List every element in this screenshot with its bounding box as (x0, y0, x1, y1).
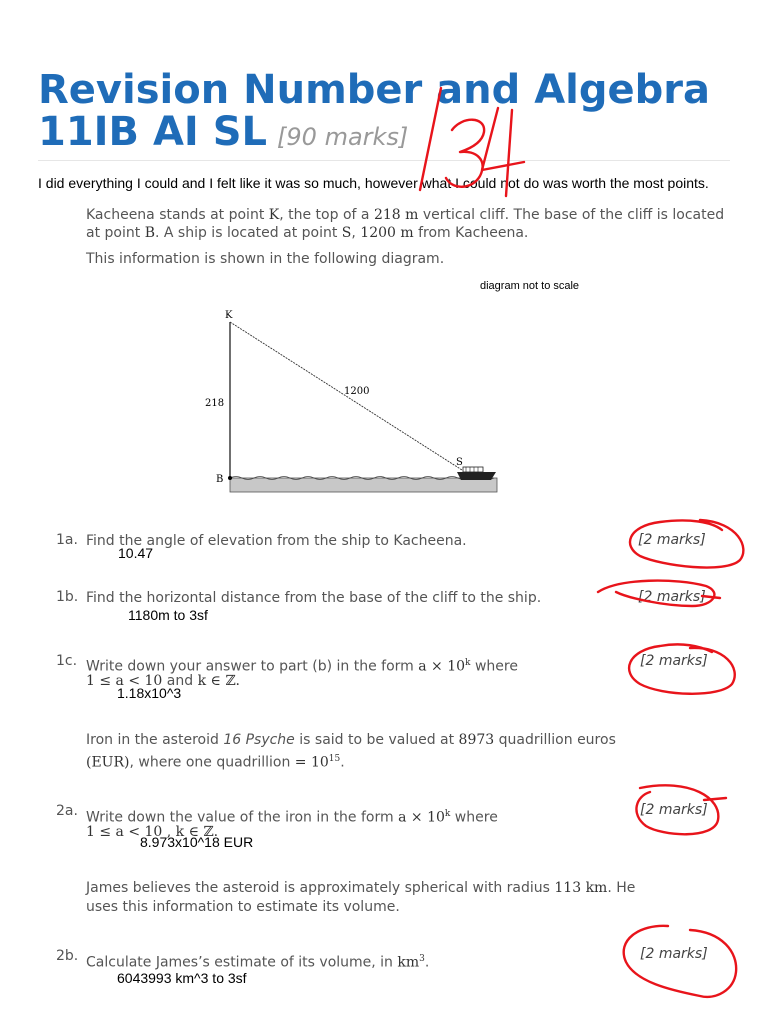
point-b (228, 476, 232, 480)
math: 113 km (554, 880, 608, 896)
ship-icon (457, 467, 496, 480)
handwritten-answer: 8.973x10^18 EUR (140, 834, 254, 850)
math: 8973 (458, 732, 495, 748)
question-text: Find the horizontal distance from the base of the cliff to the ship. (86, 590, 542, 606)
text: where (450, 809, 498, 826)
text: . He (607, 880, 636, 896)
question-number: 1b. (56, 589, 79, 605)
question-number: 2b. (56, 948, 79, 964)
question-number: 2a. (56, 803, 78, 819)
question-marks: [2 marks] (638, 532, 706, 548)
text: Calculate James’s estimate of its volume, in (86, 954, 398, 971)
handwritten-answer: 6043993 km^3 to 3sf (117, 970, 247, 986)
james-paragraph-line2: uses this information to estimate its volume. (86, 899, 400, 915)
question-text: Find the angle of elevation from the ship to Kacheena. (86, 533, 467, 549)
text: quadrillion euros (494, 732, 616, 748)
text: vertical cliff. The base of the cliff is located at point (86, 207, 725, 241)
math: = 10 (294, 754, 329, 771)
text: from Kacheena. (413, 225, 529, 241)
sea (230, 478, 497, 492)
text: , the top of a (279, 207, 374, 223)
course-code: 11IB AI SL (38, 109, 268, 155)
handwritten-answer: 1.18x10^3 (117, 685, 182, 701)
label-s: S (456, 457, 463, 468)
math: 218 m (373, 207, 419, 223)
question-number: 1c. (56, 653, 78, 669)
handwritten-answer: 1180m to 3sf (128, 607, 208, 623)
text: Write down the value of the iron in the form (86, 809, 399, 826)
text: . (340, 754, 345, 771)
text: . (424, 954, 430, 971)
question-marks: [2 marks] (638, 589, 706, 605)
math-sup: 3 (419, 954, 425, 964)
math-sup: k (444, 809, 451, 819)
math-sup: k (465, 658, 471, 668)
math-sup: 15 (328, 754, 341, 764)
total-marks: [90 marks] (277, 123, 409, 151)
question-marks: [2 marks] (640, 802, 708, 818)
iron-paragraph-line2 (86, 750, 345, 772)
math: 1 ≤ a < 10 , k ∈ ℤ. (86, 824, 219, 840)
text: Iron in the asteroid (86, 732, 224, 748)
text: , where one quadrillion (129, 754, 295, 771)
text: is said to be valued at (294, 732, 459, 748)
label-height: 218 (205, 398, 225, 409)
text: where (470, 658, 518, 675)
math: km (397, 954, 420, 971)
question-marks: [2 marks] (640, 653, 708, 669)
math: 1200 m (360, 225, 414, 241)
text: , (351, 225, 361, 241)
text: James believes the asteroid is approximately spherical with radius (86, 880, 555, 896)
label-k: K (225, 310, 233, 321)
label-hypotenuse: 1200 (344, 386, 370, 397)
math: k ∈ ℤ. (197, 673, 241, 689)
math: K (268, 207, 280, 223)
math: a × 10 (418, 658, 466, 675)
student-note: I did everything I could and I felt like it was so much, however what I could not do was worth the most points. (38, 175, 709, 191)
diagram-caption: diagram not to scale (480, 280, 580, 292)
question-marks: [2 marks] (640, 946, 708, 962)
question-text (86, 950, 429, 972)
math: B (144, 225, 155, 241)
intro-paragraph-2: This information is shown in the following diagram. (86, 251, 445, 267)
math: a × 10 (398, 809, 445, 826)
text: . A ship is located at point (154, 225, 342, 241)
label-b: B (216, 474, 224, 485)
text: Kacheena stands at point (86, 207, 269, 223)
math: 1 ≤ a < 10 (86, 673, 163, 689)
question-number: 1a. (56, 532, 78, 548)
text: and (162, 673, 198, 689)
math: S (341, 225, 352, 241)
page-title: Revision Number and Algebra (38, 67, 710, 113)
math: (EUR) (86, 754, 130, 771)
asteroid-name: 16 Psyche (223, 732, 295, 748)
james-paragraph (86, 879, 635, 897)
handwritten-answer: 10.47 (118, 545, 154, 561)
text: Write down your answer to part (b) in the form (86, 658, 419, 675)
iron-paragraph (86, 731, 616, 749)
